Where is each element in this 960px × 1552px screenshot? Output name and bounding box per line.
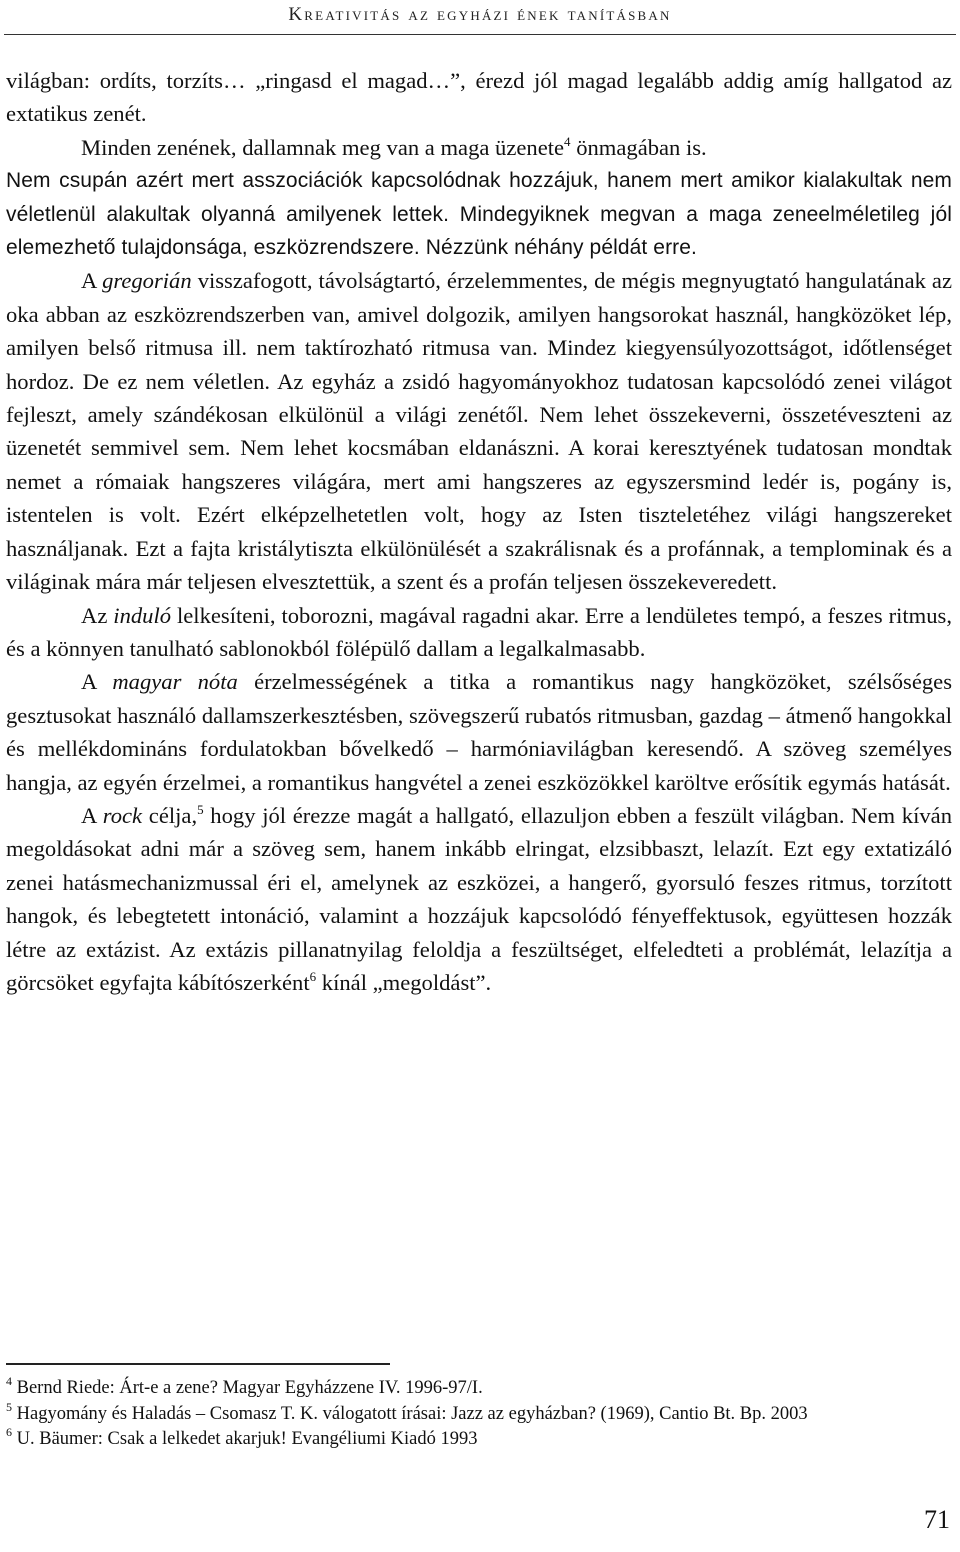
footnote-ref-6: 6: [309, 968, 317, 984]
page-number: 71: [924, 1505, 950, 1534]
paragraph-2-lead: Minden zenének, dallamnak meg van a maga üzenete: [81, 134, 565, 160]
paragraph-magyar-nota: [6, 665, 952, 799]
paragraph-2-continued: Nem csupán azért mert asszociációk kapcsolódnak hozzájuk, hanem mert amikor kialakultak nem véletlenül alakultak olyanná amilyenek lettek. Mindegyiknek megvan a maga zeneelméletileg jól elemezhető tulajdonsága, eszközrendszere. Nézzünk néhány példát erre.: [6, 169, 952, 260]
footnotes: [6, 1376, 952, 1453]
footnote-ref-4: 4: [564, 133, 571, 149]
paragraph-rock: [6, 799, 952, 999]
term-magyar-nota: magyar nóta: [112, 669, 238, 695]
paragraph-rock-cel: célja,: [142, 802, 198, 828]
paragraph-indulo-start: Az: [81, 602, 114, 628]
body-text: [6, 64, 952, 999]
running-header: Kreativitás az egyházi ének tanításban: [288, 4, 672, 25]
paragraph-gregorian: [6, 264, 952, 598]
footnote-5-number: 5: [6, 1399, 12, 1414]
footnote-6: [6, 1427, 952, 1453]
footnote-4-number: 4: [6, 1374, 12, 1388]
footnote-ref-5: 5: [197, 801, 204, 817]
footnote-4: [6, 1376, 952, 1402]
paragraph-rock-start: A: [81, 802, 103, 828]
paragraph-gregorian-start: A: [81, 268, 103, 294]
paragraph-magyar-nota-text: érzelmességének a titka a romantikus nagy hangközöket, szélsőséges gesztusokat használó dallamszerkesztésben, szövegszerű rubatós ritmusban, gazdag – átmenő hangokkal és mellékdomináns fordulatokban bővelkedő – harmóniavilágban keresendő. A szöveg személyes hangja, az egyén érzelmei, a romantikus hangvétel a zenei eszközökkel karöltve erősítik egymás hatását.: [6, 669, 952, 795]
paragraph-indulo: [6, 599, 952, 666]
paragraph-indulo-text: lelkesíteni, toborozni, magával ragadni akar. Erre a lendületes tempó, a feszes ritmus, és a könnyen tanulható sablonokból fölépülő dallam a legalkalmasabb.: [6, 602, 952, 661]
paragraph-rock-end: kínál „megoldást”.: [316, 969, 492, 995]
footnote-5: [6, 1399, 952, 1428]
paragraph-2: [6, 131, 952, 164]
term-gregorian: gregorián: [102, 268, 192, 294]
footnote-6-number: 6: [6, 1425, 12, 1439]
term-rock: rock: [102, 802, 143, 828]
footnote-4-text: Bernd Riede: Árt-e a zene? Magyar Egyházzene IV. 1996-97/I.: [16, 1378, 483, 1398]
paragraph-gregorian-text: visszafogott, távolságtartó, érzelemmentes, de mégis megnyugtató hangulatának az oka abban az eszközrendszerben van, amivel dolgozik, amilyen hangsorokat használ, hangközöket lép, amilyen belső ritmusa ill. nem taktírozható ritmusa van. Mindez kiegyensúlyozottságot, időtlenséget hordoz. De ez nem véletlen. Az egyház a zsidó hagyományokhoz tudatosan kapcsolódó zenei világot fejleszt, amely szándékosan elkülönül a világi zenétől. Nem lehet összekeverni, összetéveszteni az üzenetét semmivel sem. Nem lehet kocsmában eldanászni. A korai keresztyének tudatosan mondtak nemet a rómaiak hangszeres világára, mert ami hangszeres az egyszersmind ledér is, pogány is, istentelen is volt. Ezért elképzelhetetlen volt, hogy az Isten tiszteletéhez világi hangszereket használjanak. Ezt a fajta kristálytiszta elkülönülését a szakrálisnak és a profánnak, a templominak és a világinak mára már teljesen elvesztettük, a szent és a profán teljesen összekeveredett.: [6, 268, 952, 595]
header-divider: [4, 34, 956, 35]
footnote-6-text: U. Bäumer: Csak a lelkedet akarjuk! Evangéliumi Kiadó 1993: [16, 1429, 478, 1449]
term-indulo: induló: [113, 602, 172, 628]
paragraph-rock-text: hogy jól érezze magát a hallgató, ellazuljon ebben a feszült világban. Nem kíván megoldásokat adni már a szöveg sem, hanem inkább elringat, elzsibbaszt, lelazít. Ezt egy extatizáló zenei hatásmechanizmussal éri el, amelynek az eszközei, a hangerő, gyorsuló feszes ritmus, torzított hangok, és lebegtetett intonáció, valamint a hozzájuk kapcsolódó fényeffektusok, együttesen hozzák létre az extázist. Az extázis pillanatnyilag feloldja a feszültséget, elfeledteti a problémát, lelazítja a görcsöket egyfajta kábítószerként: [6, 802, 953, 995]
footnote-5-text: Hagyomány és Haladás – Csomasz T. K. válogatott írásai: Jazz az egyházban? (1969), Cantio Bt. Bp. 2003: [16, 1403, 808, 1424]
paragraph-2-lead-end: önmagában is.: [570, 134, 707, 160]
footnote-divider: [6, 1363, 390, 1365]
paragraph-1: világban: ordíts, torzíts… „ringasd el magad…”, érezd jól magad legalább addig amíg hallgatod az extatikus zenét.: [6, 68, 952, 127]
paragraph-magyar-nota-start: A: [81, 669, 113, 695]
